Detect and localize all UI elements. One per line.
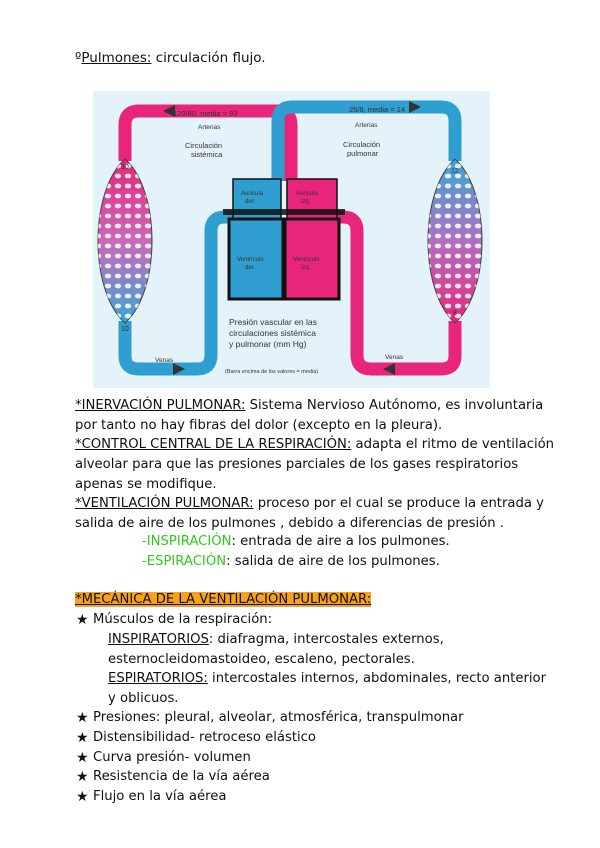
- right-ventricle-label-1: Ventrículo: [237, 257, 264, 263]
- inspiratorios-line2: esternocleidomastoideo, escaleno, pectorales.: [108, 652, 415, 667]
- espiratorios-label: ESPIRATORIOS:: [108, 671, 208, 686]
- list-item-distensibilidad: Distensibilidad- retroceso elástico: [93, 730, 316, 745]
- list-item-presiones: Presiones: pleural, alveolar, atmosférica, transpulmonar: [93, 710, 464, 725]
- inspiratorios-label: INSPIRATORIOS: [108, 632, 209, 647]
- left-ventricle-label-1: Ventrículo: [293, 257, 320, 263]
- right-atrium-label-1: Aurícula: [241, 191, 264, 197]
- star-bullet-icon: ★: [76, 730, 89, 746]
- left-atrium-label-2: izq.: [301, 199, 311, 205]
- caption-line2: circulaciones sistémica: [229, 328, 316, 338]
- left-atrium-label-1: Aurícula: [296, 191, 319, 197]
- ventilacion-line2: salida de aire de los pulmones , debido a diferencias de presión .: [75, 516, 504, 531]
- left-pressure-label: 120/80, media = 93: [173, 109, 238, 118]
- list-item-resistencia: Resistencia de la vía aérea: [93, 769, 270, 784]
- inervacion-line2: por tanto no hay fibras del dolor (excepto en la pleura).: [75, 418, 443, 433]
- arterias-right-label: Arterias: [355, 122, 378, 129]
- list-item-curva: Curva presión- volumen: [93, 750, 251, 765]
- espiracion-text: : salida de aire de los pulmones.: [226, 554, 440, 569]
- page-heading: [75, 50, 266, 66]
- inspiracion-text: : entrada de aire a los pulmones.: [231, 534, 450, 549]
- espiratorios-text: intercostales internos, abdominales, recto anterior: [207, 671, 547, 686]
- star-bullet-icon: ★: [76, 710, 89, 726]
- caption-line1: Presión vascular en las: [229, 317, 317, 327]
- caption-line3: y pulmonar (mm Hg): [229, 339, 307, 349]
- right-atrium-label-2: der.: [245, 199, 256, 205]
- heading-label: Pulmones:: [81, 50, 152, 66]
- inspiratorios-line: [108, 630, 444, 650]
- mecanica-title-text: *MECÁNICA DE LA VENTILACIÓN PULMONAR:: [75, 592, 372, 607]
- inspiratorios-text: : diafragma, intercostales externos,: [208, 632, 444, 647]
- espiratorios-line: [108, 669, 546, 689]
- value-12: 12: [451, 168, 459, 175]
- star-bullet-icon: ★: [76, 612, 89, 628]
- venas-left-label: Venas: [155, 357, 174, 364]
- circ-pulmonar-line1: Circulación: [343, 140, 381, 149]
- inervacion-line1: Sistema Nervioso Autónomo, es involuntaria: [245, 398, 544, 413]
- espiracion-label: -ESPIRACIÓN: [142, 554, 227, 569]
- right-ventricle-label-2: der.: [245, 265, 256, 271]
- right-pressure-label: 25/8, media = 14: [349, 105, 406, 114]
- heading-rest: circulación flujo.: [151, 50, 266, 66]
- arterias-left-label: Arterias: [198, 124, 221, 131]
- star-bullet-icon: ★: [76, 750, 89, 766]
- heading-bullet: º: [75, 50, 82, 66]
- circ-sistemica-line1: Circulación: [185, 141, 223, 150]
- inspiracion-line: [142, 532, 450, 552]
- list-item-musculos: Músculos de la respiración:: [93, 612, 273, 627]
- inspiracion-label: -INSPIRACIÓN: [142, 534, 232, 549]
- star-bullet-icon: ★: [76, 789, 89, 805]
- mecanica-title: [75, 590, 371, 610]
- caption-line4: (Barra encima de los valores = media): [225, 369, 319, 375]
- star-bullet-icon: ★: [76, 769, 89, 785]
- control-paragraph: [75, 435, 554, 495]
- left-ventricle-label-2: izq.: [301, 265, 311, 271]
- list-item-flujo: Flujo en la vía aérea: [93, 789, 227, 804]
- ventilacion-paragraph: [75, 494, 544, 534]
- control-line1: adapta el ritmo de ventilación: [351, 437, 555, 452]
- espiratorios-line2: y oblicuos.: [108, 691, 179, 706]
- value-8: 8: [453, 310, 457, 317]
- circ-pulmonar-line2: pulmonar: [347, 149, 379, 158]
- inervacion-label: *INERVACIÓN PULMONAR:: [75, 398, 246, 413]
- inervacion-paragraph: [75, 396, 543, 436]
- circulation-diagram: [93, 91, 490, 388]
- ventilacion-line1: proceso por el cual se produce la entrada y: [253, 496, 544, 511]
- value-30: 30: [121, 164, 129, 171]
- venas-right-label: Venas: [385, 354, 404, 361]
- circ-sistemica-line2: sistémica: [191, 150, 223, 159]
- control-label: *CONTROL CENTRAL DE LA RESPIRACIÓN:: [75, 437, 352, 452]
- espiracion-line: [142, 552, 440, 572]
- ventilacion-label: *VENTILACIÓN PULMONAR:: [75, 496, 254, 511]
- control-line3: apenas se modifique.: [75, 477, 217, 492]
- value-10: 10: [121, 326, 129, 333]
- control-line2: alveolar para que las presiones parciales de los gases respiratorios: [75, 457, 519, 472]
